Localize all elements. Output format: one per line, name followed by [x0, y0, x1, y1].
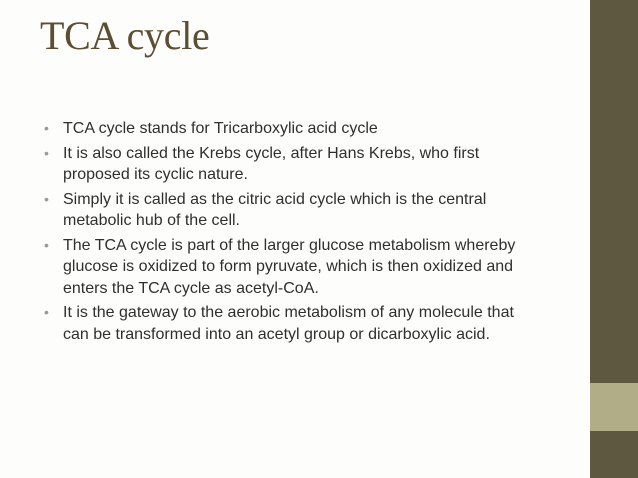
bullet-marker: •: [44, 236, 49, 253]
slide-title: TCA cycle: [40, 13, 210, 58]
bullet-marker: •: [44, 304, 49, 320]
bullet-marker: •: [44, 190, 49, 207]
bullet-item: [44, 189, 544, 232]
bullet-marker: •: [44, 120, 49, 136]
bullet-item: [44, 302, 544, 345]
bullet-text: It is also called the Krebs cycle, after Hans Krebs, who first proposed its cyclic nature.: [63, 144, 480, 183]
bullet-item: [44, 235, 544, 300]
bullet-marker: •: [44, 144, 49, 161]
bullet-text: The TCA cycle is part of the larger glucose metabolism whereby glucose is oxidized to form pyruvate, which is then oxidized and enters the TCA cycle as acetyl-CoA.: [63, 236, 516, 297]
decorative-sidebar-accent: [590, 383, 638, 431]
bullet-text: It is the gateway to the aerobic metabolism of any molecule that can be transformed into an acetyl group or dicarboxylic acid.: [63, 304, 514, 343]
bullet-item: [44, 143, 544, 186]
bullet-item: [44, 118, 544, 140]
bullet-text: TCA cycle stands for Tricarboxylic acid cycle: [63, 120, 378, 137]
bullet-text: Simply it is called as the citric acid cycle which is the central metabolic hub of the cell.: [63, 190, 487, 229]
bullet-list: [44, 118, 544, 348]
